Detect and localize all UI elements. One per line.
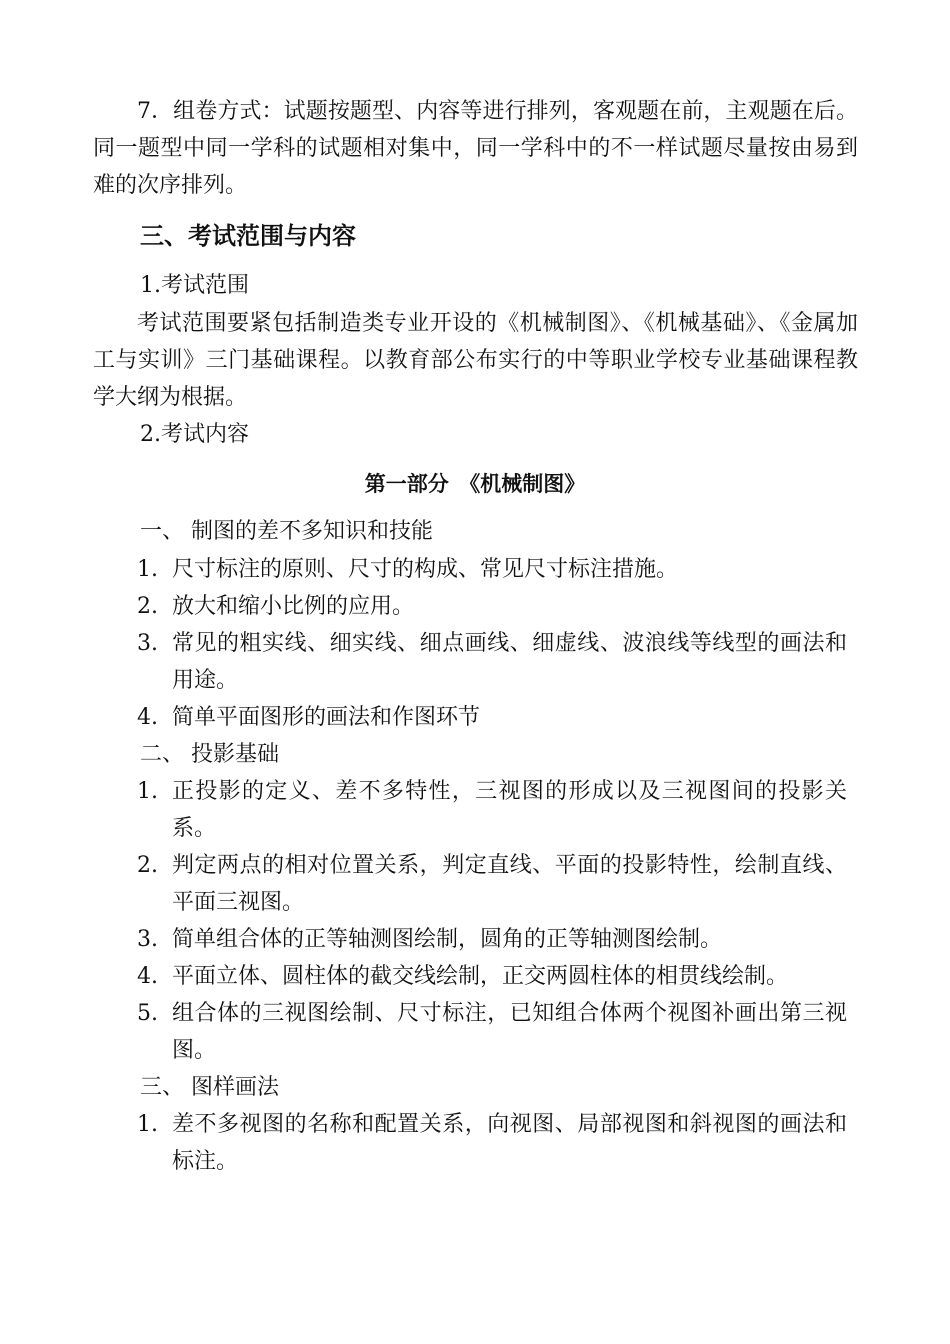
paragraph-exam-assembly: 7．组卷方式：试题按题型、内容等进行排列，客观题在前，主观题在后。同一题型中同一学科的试题相对集中，同一学科中的不一样试题尽量按由易到难的次序排列。 <box>93 99 858 198</box>
list-item-text: 常见的粗实线、细实线、细点画线、细虚线、波浪线等线型的画法和用途。 <box>172 631 847 693</box>
list-item <box>137 588 847 625</box>
subheading-exam-content: 2.考试内容 <box>140 422 249 447</box>
list-item-number: 1. <box>137 779 158 804</box>
list-item <box>137 551 847 588</box>
list-item <box>137 625 847 699</box>
list-item-number: 4. <box>137 964 158 989</box>
group-title-drawing-methods: 三、 图样画法 <box>140 1075 279 1100</box>
list-item-text: 正投影的定义、差不多特性，三视图的形成以及三视图间的投影关系。 <box>172 779 847 841</box>
subheading-exam-scope: 1.考试范围 <box>140 273 249 298</box>
list-item-number: 3. <box>137 927 158 952</box>
section-heading-exam-scope-content: 三、考试范围与内容 <box>140 222 356 250</box>
list-item-text: 放大和缩小比例的应用。 <box>172 594 415 619</box>
list-item-text: 简单平面图形的画法和作图环节 <box>172 705 481 730</box>
list-item-number: 3. <box>137 631 158 656</box>
list-item-text: 尺寸标注的原则、尺寸的构成、常见尺寸标注措施。 <box>172 557 679 582</box>
list-item <box>137 958 847 995</box>
group-title-drawing-basics: 一、 制图的差不多知识和技能 <box>140 519 433 544</box>
list-item-number: 4. <box>137 705 158 730</box>
list-item-text: 平面立体、圆柱体的截交线绘制，正交两圆柱体的相贯线绘制。 <box>172 964 789 989</box>
paragraph-exam-scope: 考试范围要紧包括制造类专业开设的《机械制图》、《机械基础》、《金属加工与实训》三门基础课程。以教育部公布实行的中等职业学校专业基础课程教学大纲为根据。 <box>93 311 858 410</box>
list-item <box>137 699 847 736</box>
list-item-number: 5. <box>137 1001 158 1026</box>
list-item <box>137 847 847 921</box>
list-item-number: 1. <box>137 1112 158 1137</box>
part-one-title: 第一部分 《机械制图》 <box>364 472 586 496</box>
list-item <box>137 995 847 1069</box>
list-item-text: 差不多视图的名称和配置关系，向视图、局部视图和斜视图的画法和标注。 <box>172 1112 847 1174</box>
list-item-number: 1. <box>137 557 158 582</box>
list-item <box>137 1106 847 1180</box>
list-item-number: 2. <box>137 853 158 878</box>
list-item-number: 2. <box>137 594 158 619</box>
list-item <box>137 773 847 847</box>
list-item-text: 组合体的三视图绘制、尺寸标注，已知组合体两个视图补画出第三视图。 <box>172 1001 847 1063</box>
list-item-text: 判定两点的相对位置关系，判定直线、平面的投影特性，绘制直线、平面三视图。 <box>172 853 847 915</box>
list-item-text: 简单组合体的正等轴测图绘制，圆角的正等轴测图绘制。 <box>172 927 723 952</box>
group-title-projection-basics: 二、 投影基础 <box>140 742 279 767</box>
list-item <box>137 921 847 958</box>
